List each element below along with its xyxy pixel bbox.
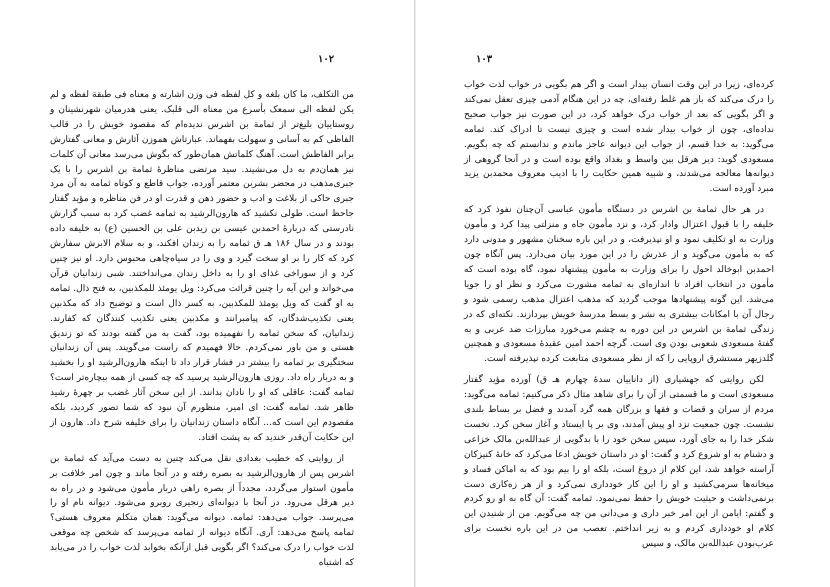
page-number: ۱۰۲ [318,54,335,65]
page-body [50,88,354,577]
page-number: ۱۰۳ [476,54,493,65]
paragraph: کرده‌ای، زیرا در این وقت انسان بیدار است و اگر هم بگویی در خواب لذت خواب را درک می‌کند که باز هم غلط رفته‌ای، چه در این هنگام آدمی چیزی تعقل نمی‌کند و اگر بگویی که بعد از خواب درک خواهد کرد، در این صورت نیز جواب صحیح نداده‌ای، چون از خواب بیدار شده است و چیزی نیست تا ادراک کند. ثمامه می‌گوید: به خدا قسم، از جواب این دیوانه عاجز ماندم و ندانستم که چه بگویم. مسعودی گوید: دیر هرقل بین واسط و بغداد واقع بوده است و در آنجا گروهی از دیوانه‌ها معالجه می‌شدند، و شبیه همین حکایت را با ادیب معروف محمدبن یزید مبرد آورده است. [464,80,774,195]
page-body [464,78,774,558]
left-page [0,0,414,587]
right-page [416,0,830,587]
paragraph: لکن روایتی که جهشیاری (از داناییان سدهٔ چهارم هـ ق) آورده مؤید گفتار مسعودی است و ما قسمتی از آن را برای شاهد مثال ذکر می‌کنیم: ثمامه می‌گوید: مردم از سران و قضات و فقها و بزرگان همه گرد آمدند و فضل بر بساط بلندی نشست. چون جمعیت نزد او پیش آمدند، وی بر پا ایستاد و آغاز سخن کرد. نخست شکر خدا را به جای آورد، سپس سخن خود را با بدگویی از عبدالله‌بن مالک خزاعی و دشنام به او شروع کرد و گفت: او در داستان خویش ادعا می‌کرد که خانهٔ کنیزکان آراسته خواهد شد، این کلام از دروغ است، بلکه او را بیم بود که به اماکن فساد و میخانه‌ها سرمی‌کشید و او را این کار خودداری نمی‌کرد و از هر زه‌کاری دست برنمی‌داشت و حیثیت خویش را حفظ نمی‌نمود. ثمامه گفت: آن گاه به او رو کردم و گفتم: ایامن از این امر خبر داری و می‌دانی من چه می‌گویم. من از شنیدن این کلام او خودداری کردم و به زیر انداختم. تعصب من در این باره نخست برای عرب‌بودن عبدالله‌بن مالک، و سپس [464,375,774,550]
paragraph: در هر حال ثمامة بن اشرس در دستگاه مأمون عباسی آن‌چنان نفوذ کرد که خلیفه را با قبول اعتزال وادار کرد، و نزد مأمون جاه و منزلتی پیدا کرد و مأمون وزارت به او تکلیف نمود و او نپذیرفت، و در این باره سخنان مشهور و مدونی دارد که به مأمون می‌گوید و از عذرش را در این مورد بیان می‌دارد. پس آنگاه چون احمدبن ابوخالد احول را برای وزارت به مأمون پیشنهاد نمود، گاه بوده است که مأمون در انتخاب افراد تا اندازه‌ای به ثمامه مشورت می‌کرد و نظر او را جویا می‌شد. این گونه پیشنهادها موجب گردید که مذهب اعتزال مذهب رسمی شود و رجال آن با امکانات بیشتری به نشر و بسط مدرسهٔ خویش بپردازند. نکته‌ای که در زندگی ثمامة بن اشرس در این دوره به چشم می‌خورد مبارزات ضد عربی و به گفتهٔ مسعودی شعوبی بودن وی است. گرچه احمد امین عقیدهٔ مسعودی و همچنین گلدزیهر مستشرق اروپایی را که از نظر مسعودی متابعت کرده نپذیرفته است. [464,205,774,365]
paragraph: از روایتی که خطیب بغدادی نقل می‌کند چنین به دست می‌آید که ثمامة بن اشرس پس از هارون‌الرشید به بصره رفته و در آنجا ماند و چون امر خلافت بر مأمون استوار می‌گردد، مجدداً از بصره راهی دربار مأمون می‌شود و در راه به دیر هرقل می‌رود. در آنجا با دیوانه‌ای زنجیری روبرو می‌شود. دیوانه نام او را می‌پرسد. جواب می‌دهد: ثمامه. دیوانه می‌گوید: همان متکلم معروف هستی؟ ثمامه پاسخ می‌دهد: آری. آنگاه دیوانه از ثمامه می‌پرسد که شخص چه موقعی لذت خواب را درک می‌کند؟ اگر بگویی قبل ازآنکه بخوابد لذت خواب را در می‌یابد که اشتباه [50,453,354,569]
paragraph: من التکلف، ما کان بلغه و کل لفظه فی وزن اشارته و معناه فی طبقة لفظه و لم یکن لفظه الی سمعک بأسرع من معناه الی قلبک. یعنی هدرمیان شهرنشینان و روستاییان بلیغ‌تر از ثمامة بن اشرس ندیده‌ام که مقصود خویش را در قالب الفاظی کم به آسانی و سهولت بفهماند. عبارتاش هموزن آثارش و معانی گفتارش برابر الفاظش است. آهنگ کلماتش همان‌طور که بگوش می‌رسد معانی آن کلمات نیز همان‌دم به دل می‌نشیند. سید مرتضی مناظرهٔ ثمامة بن اشرس را با یک جبری‌مذهب در محضر بشربن معتمر آورده، جواب قاطع و کوتاه ثمامه به آن مرد جبری حاکی از بلاغت و ادب و حضور ذهن و قدرت او در فن مناظره و مؤید گفتار جاحظ است. طولی نکشید که هارون‌الرشید به ثمامه غضب کرد به سبب گزارش نادرستی که دربارهٔ احمدبن عیسی بن زیدبن علی بن الحسین (ع) به خلیفه داده بودند و در سال ۱۸۶ هـ ق ثمامه را به زندان افکند، و به سلام الابرش سفارش کرد که کار را بر او سخت گیرد و وی را در سیاه‌چاهی محبوس دارد. او نیز چنین کرد و از سوراخی غذای او را به داخل زندان می‌انداختند. شبی زندانیان قرآن می‌خواند و این آیه را چنین قرائت می‌کرد: ویل یومئذ للمکذبین، به فتح ذال. ثمامه به او گفت که ویل یومئذ للمکذبین، به کسر ذال است و توضیح داد که مکذبین یعنی تکذیب‌شدگان، که پیامبرانند و مکذبین یعنی تکذیب کنندگان که کفارند. زندانیان، که سخن ثمامه را نفهمیده بود، گفت به من گفته بودند که تو زندیق هستی و من باور نمی‌کردم. حالا فهمیدم که راست می‌گویند. پس آن زندانبان سختگیری بر ثمامه را بیشتر در فشار قرار داد تا اینکه هارون‌الرشید او را بخشید و به دربار راه داد. روزی هارون‌الرشید پرسید که چه کسی از همه بیچاره‌تر است؟ ثمامه گفت: عاقلی که او را نادان بدانند. از این سخن آثار غضب بر چهرهٔ رشید ظاهر شد. ثمامه گفت: ای امیر، منظورم آن نبود که شما تصور کردید، بلکه مقصودم این است که... آنگاه داستان زندانیان را برای خلیفه شرح داد. هارون از این حکایت آن‌قدر خندید که به پشت افتاد. [50,90,354,443]
